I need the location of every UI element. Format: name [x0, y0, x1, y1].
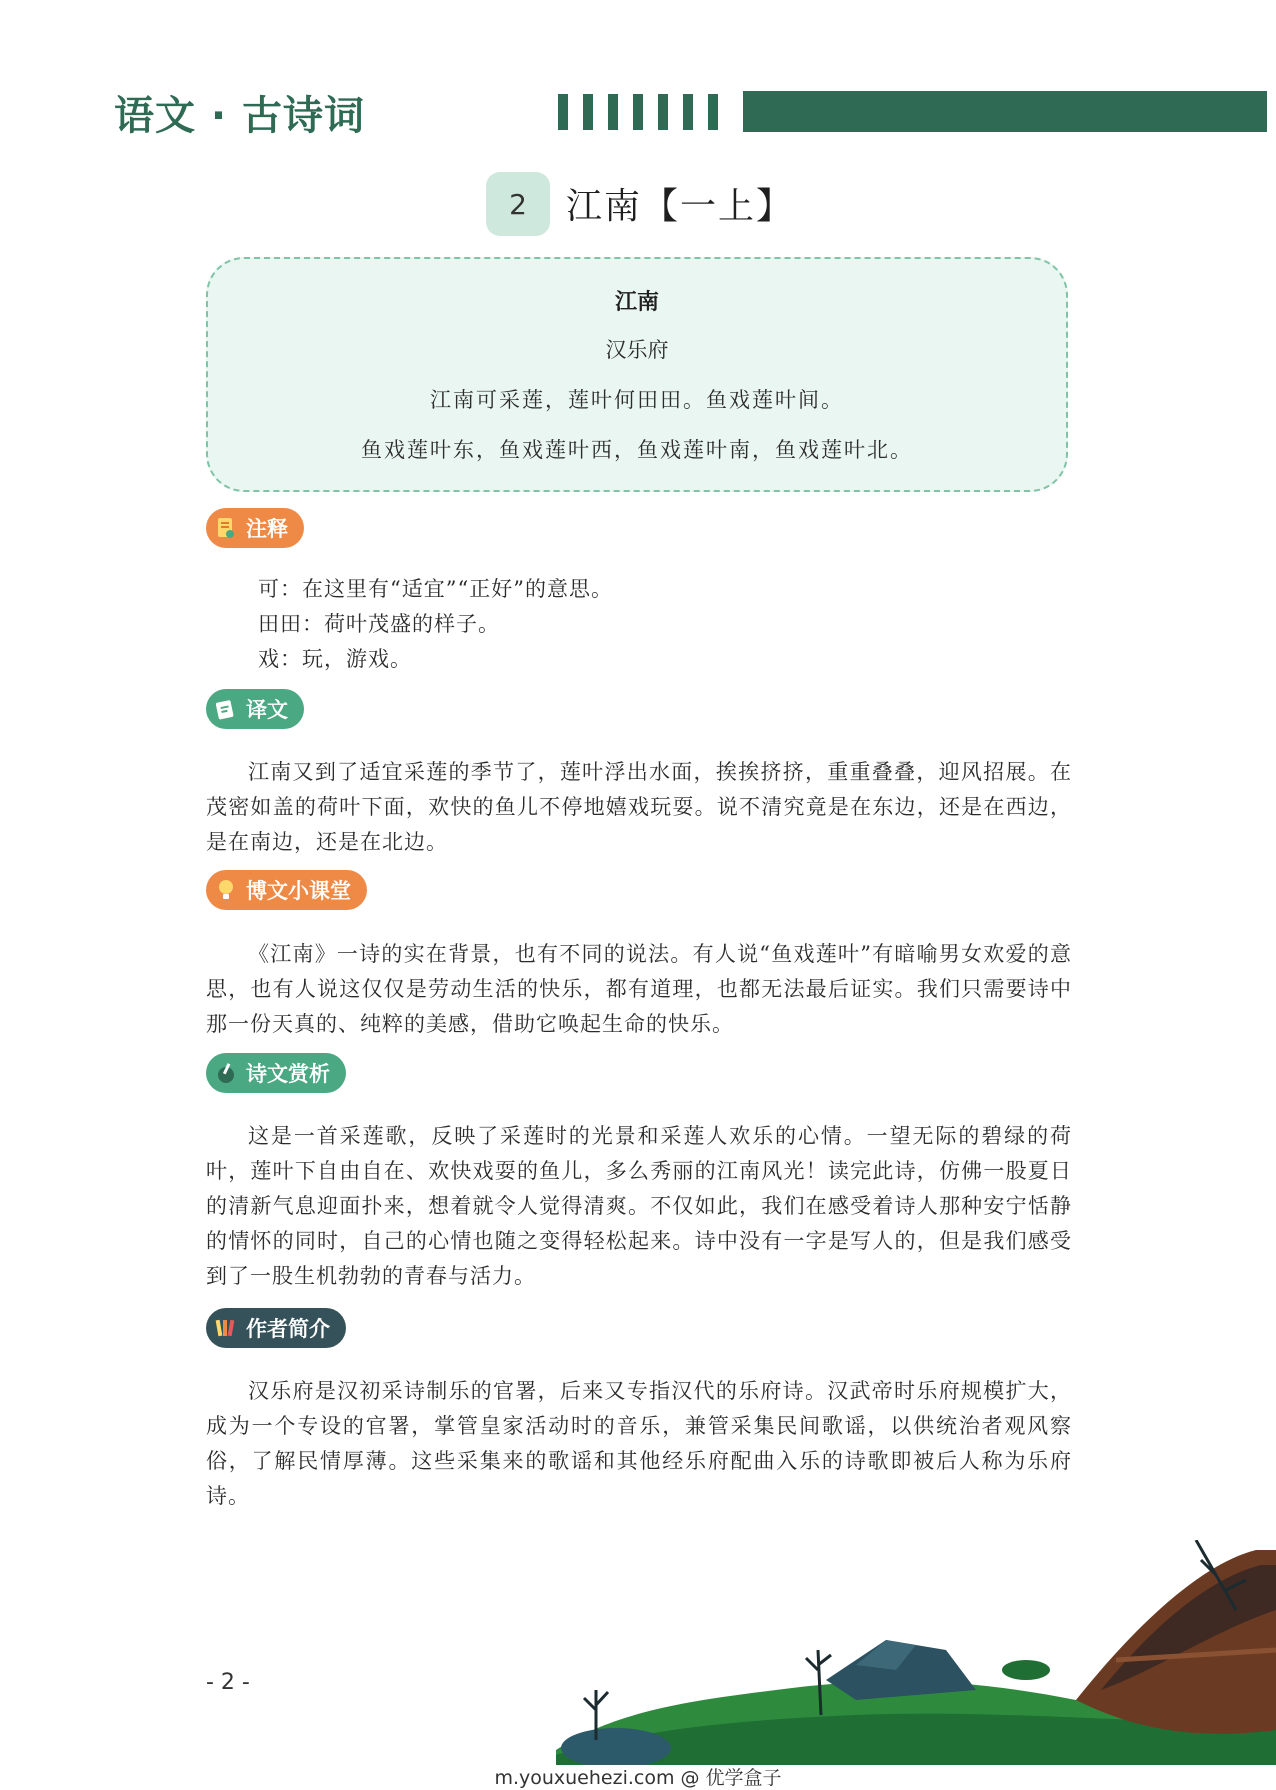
author-text: 汉乐府是汉初采诗制乐的官署，后来又专指汉代的乐府诗。汉武帝时乐府规模扩大，成为一个专设的官署，掌管皇家活动时的音乐，兼管采集民间歌谣，以供统治者观风察俗，了解民情厚薄。这些采集来的歌谣和其他经乐府配曲入乐的诗歌即被后人称为乐府诗。	[206, 1379, 1072, 1508]
note-item: 戏：玩，游戏。	[258, 647, 412, 671]
notes-list	[206, 572, 1072, 677]
poem-line: 鱼戏莲叶东，鱼戏莲叶西，鱼戏莲叶南，鱼戏莲叶北。	[361, 438, 913, 462]
section-tag-lecture	[206, 870, 367, 910]
page-number: - 2 -	[206, 1670, 250, 1695]
header-bar	[743, 91, 1267, 132]
section-tag-appreciation	[206, 1053, 346, 1093]
header-title: 语文 · 古诗词	[114, 93, 366, 139]
section-tag-label: 诗文赏析	[246, 1062, 330, 1086]
section-tag-label: 注释	[246, 517, 288, 541]
poem-title: 江南	[614, 289, 659, 315]
section-tag-label: 译文	[246, 698, 288, 722]
section-tag-translation	[206, 689, 304, 729]
lecture-text-block	[206, 937, 1072, 1042]
appreciation-text: 这是一首采莲歌，反映了采莲时的光景和采莲人欢乐的心情。一望无际的碧绿的荷叶，莲叶下自由自在、欢快戏耍的鱼儿，多么秀丽的江南风光！读完此诗，仿佛一股夏日的清新气息迎面扑来，想着就令人觉得清爽。不仅如此，我们在感受着诗人那种安宁恬静的情怀的同时，自己的心情也随之变得轻松起来。诗中没有一字是写人的，但是我们感受到了一股生机勃勃的青春与活力。	[206, 1124, 1072, 1288]
note-item: 田田：荷叶茂盛的样子。	[258, 612, 500, 636]
pond-illustration	[556, 1540, 1276, 1765]
lecture-text: 《江南》一诗的实在背景，也有不同的说法。有人说“鱼戏莲叶”有暗喻男女欢爱的意思，也有人说这仅仅是劳动生活的快乐，都有道理，也都无法最后证实。我们只需要诗中那一份天真的、纯粹的美感，借助它唤起生命的快乐。	[206, 942, 1072, 1036]
lesson-number-badge: 2	[486, 172, 550, 236]
document-icon	[214, 516, 238, 540]
translation-text-block	[206, 755, 1072, 860]
section-tag-author	[206, 1308, 346, 1348]
footer-source: m.youxuehezi.com @ 优学盒子	[494, 1767, 782, 1789]
lesson-title: 江南【一上】	[566, 186, 795, 227]
appreciation-text-block	[206, 1119, 1072, 1294]
poem-line: 江南可采莲，莲叶何田田。鱼戏莲叶间。	[430, 388, 844, 412]
author-text-block	[206, 1374, 1072, 1514]
brush-icon	[214, 1061, 238, 1085]
poem-box	[206, 257, 1068, 492]
section-tag-notes	[206, 508, 304, 548]
translation-text: 江南又到了适宜采莲的季节了，莲叶浮出水面，挨挨挤挤，重重叠叠，迎风招展。在茂密如盖的荷叶下面，欢快的鱼儿不停地嬉戏玩耍。说不清究竟是在东边，还是在西边，是在南边，还是在北边。	[206, 760, 1072, 854]
section-tag-label: 作者简介	[246, 1317, 330, 1341]
poem-author: 汉乐府	[605, 338, 669, 362]
book-icon	[214, 697, 238, 721]
lightbulb-icon	[214, 878, 238, 902]
note-item: 可：在这里有“适宜”“正好”的意思。	[258, 577, 613, 601]
pencils-icon	[214, 1316, 238, 1340]
section-tag-label: 博文小课堂	[246, 879, 351, 903]
